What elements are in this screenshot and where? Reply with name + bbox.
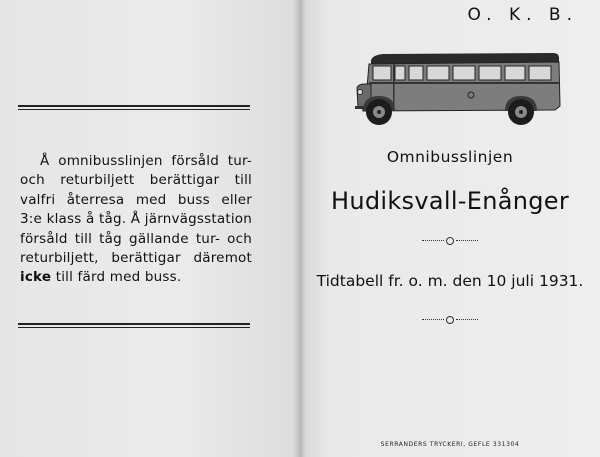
notice-line-4: 3:e klass å tåg. Å järnvägsstation (20, 211, 252, 228)
printer-credit: SERRANDERS TRYCKERI, GEFLE 331304 (380, 441, 520, 448)
notice-line-3: valfri återresa med buss eller (20, 191, 252, 208)
top-rule (18, 105, 250, 111)
ornament-divider-bottom (300, 315, 600, 324)
company-initials: O. K. B. (467, 5, 578, 25)
bus-illustration (355, 48, 565, 128)
ticket-notice (20, 152, 252, 288)
notice-line-5: försåld till tåg gällande tur- och (20, 230, 252, 247)
dotted-line-icon (422, 319, 444, 320)
timetable-date: Tidtabell fr. o. m. den 10 juli 1931. (316, 272, 584, 290)
notice-line-2: och returbiljett berättigar till (20, 172, 252, 189)
ornament-divider-top (300, 236, 600, 245)
notice-line-7 (20, 268, 252, 287)
notice-line-7-rest: till färd med buss. (51, 269, 182, 286)
route-title: Hudiksvall-Enånger (330, 187, 570, 215)
bottom-rule (18, 323, 250, 329)
notice-bold-word: icke (20, 269, 52, 286)
knot-ornament-icon (446, 237, 454, 245)
dotted-line-icon (456, 240, 478, 241)
route-subtitle: Omnibusslinjen (386, 148, 514, 166)
knot-ornament-icon (446, 316, 454, 324)
notice-line-1: Å omnibusslinjen försåld tur- (40, 153, 252, 169)
dotted-line-icon (456, 319, 478, 320)
notice-line-6: returbiljett, berättigar däremot (20, 250, 252, 267)
dotted-line-icon (422, 240, 444, 241)
page-fold (292, 0, 306, 457)
